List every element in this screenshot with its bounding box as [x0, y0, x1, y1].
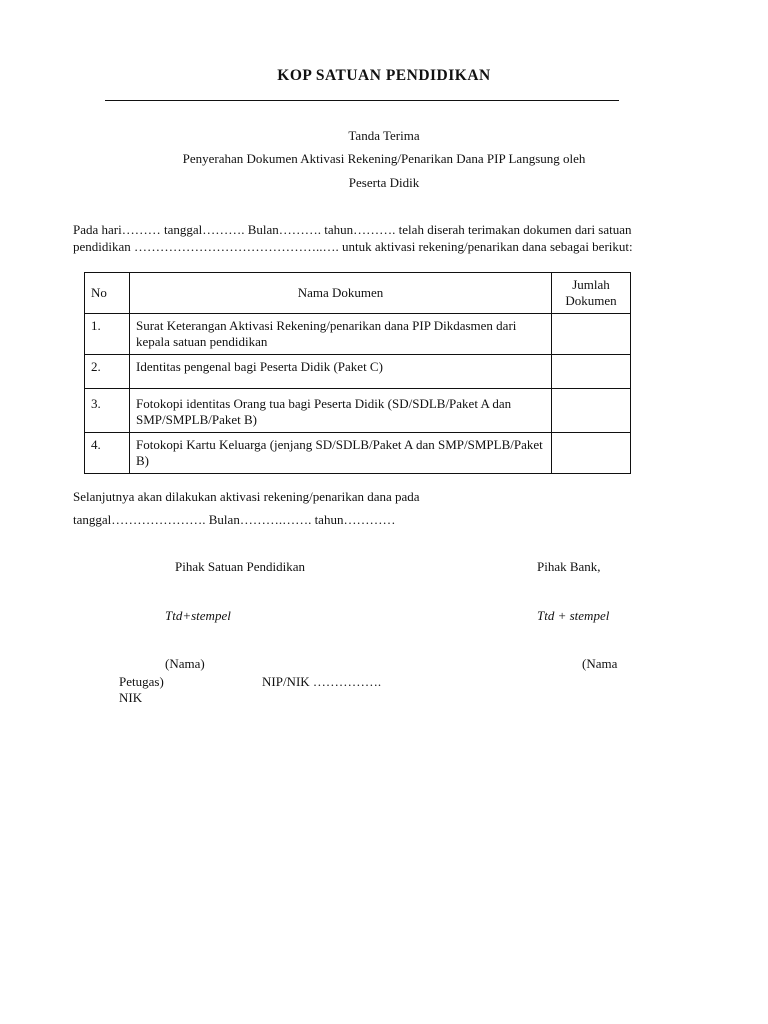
intro-line-2: pendidikan ……………………………………..…. untuk aktivasi rekening/penarikan dana sebagai berikut:	[73, 239, 633, 254]
school-name-placeholder: (Nama)	[165, 656, 205, 671]
row-document-count	[552, 433, 631, 474]
header-document-count: Jumlah Dokumen	[552, 273, 631, 314]
receipt-title: Tanda Terima	[348, 128, 420, 143]
officer-label: Petugas)	[119, 674, 164, 689]
row-number: 2.	[85, 355, 130, 389]
bank-name-placeholder: (Nama	[582, 656, 618, 671]
table-row	[85, 314, 631, 355]
receipt-subtitle-line2: Peserta Didik	[348, 175, 420, 190]
bank-signature-stamp: Ttd + stempel	[537, 608, 610, 623]
nik-field: NIK	[119, 690, 143, 705]
followup-line-2: tanggal…………………. Bulan……….……. tahun…………	[73, 512, 396, 527]
document-table	[84, 272, 631, 474]
school-signature-stamp: Ttd+stempel	[165, 608, 231, 623]
row-number: 3.	[85, 389, 130, 433]
table-row	[85, 355, 631, 389]
letterhead-title: KOP SATUAN PENDIDIKAN	[277, 67, 491, 84]
row-number: 1.	[85, 314, 130, 355]
row-document-name: Identitas pengenal bagi Peserta Didik (Paket C)	[130, 355, 552, 389]
intro-line-1: Pada hari……… tanggal………. Bulan………. tahun………. telah diserah terimakan dokumen dari satuan	[73, 222, 632, 237]
row-document-count	[552, 314, 631, 355]
bank-party-label: Pihak Bank,	[537, 559, 601, 574]
table-row	[85, 389, 631, 433]
school-party-label: Pihak Satuan Pendidikan	[175, 559, 305, 574]
row-document-name: Fotokopi identitas Orang tua bagi Peserta Didik (SD/SDLB/Paket A dan SMP/SMPLB/Paket B)	[130, 389, 552, 433]
header-no: No	[85, 273, 130, 314]
row-document-name: Fotokopi Kartu Keluarga (jenjang SD/SDLB/Paket A dan SMP/SMPLB/Paket B)	[130, 433, 552, 474]
receipt-subtitle-line1: Penyerahan Dokumen Aktivasi Rekening/Penarikan Dana PIP Langsung oleh	[182, 151, 586, 166]
table-header-row	[85, 273, 631, 314]
row-document-count	[552, 355, 631, 389]
row-number: 4.	[85, 433, 130, 474]
header-document-name: Nama Dokumen	[130, 273, 552, 314]
letterhead-rule	[105, 100, 619, 101]
table-row	[85, 433, 631, 474]
row-document-name: Surat Keterangan Aktivasi Rekening/penarikan dana PIP Dikdasmen dari kepala satuan pendidikan	[130, 314, 552, 355]
nip-nik-field: NIP/NIK …………….	[262, 674, 382, 689]
followup-line-1: Selanjutnya akan dilakukan aktivasi rekening/penarikan dana pada	[73, 489, 420, 504]
row-document-count	[552, 389, 631, 433]
